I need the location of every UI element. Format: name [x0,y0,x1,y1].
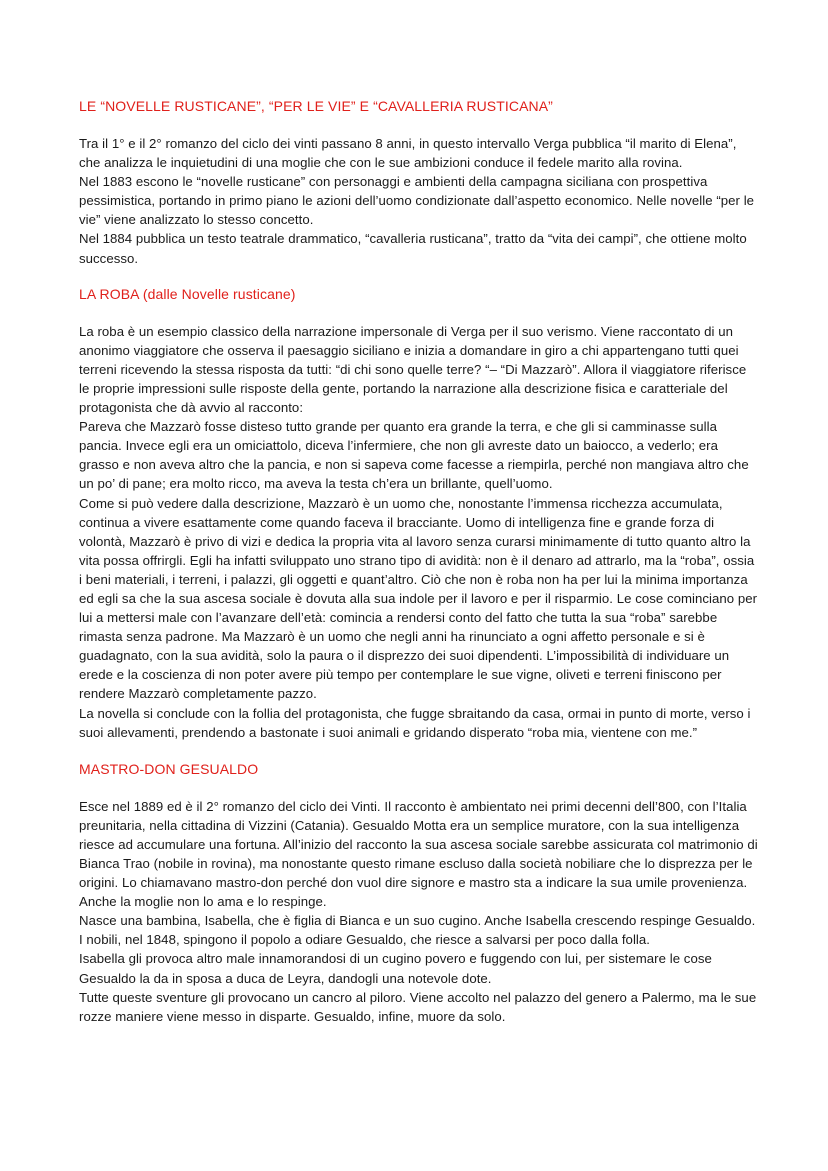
paragraph: Come si può vedere dalla descrizione, Mazzarò è un uomo che, nonostante l’immensa ricchezza accumulata, continua a vivere esattamente come quando faceva il bracciante. Uomo di intelligenza fine e grande forza di volontà, Mazzarò è privo di vizi e dedica la propria vita al lavoro senza curarsi minimamente di tutto quanto altro la vita possa offrirgli. Egli ha infatti sviluppato uno strano tipo di avidità: non è il denaro ad attrarlo, ma la “roba”, ossia i beni materiali, i terreni, i palazzi, gli oggetti e quant’altro. Ciò che non è roba non ha per lui la minima importanza ed egli sa che la sua ascesa sociale è dovuta alla sua indole per il lavoro e per il risparmio. Le cose cominciano per lui a mettersi male con l’avanzare dell’età: comincia a rendersi conto del fatto che tutta la sua “roba” sarebbe rimasta senza padrone. Ma Mazzarò è un uomo che negli anni ha rinunciato a ogni affetto personale e si è guadagnato, con la sua avidità, solo la paura o il disprezzo dei suoi dipendenti. L’impossibilità di individuare un erede e la coscienza di non poter avere più tempo per contemplare le sue vigne, oliveti e terreni finiscono per rendere Mazzarò completamente pazzo. [79,495,758,702]
section-la-roba [79,284,759,742]
document-page [79,96,759,1026]
paragraph: Tutte queste sventure gli provocano un cancro al piloro. Viene accolto nel palazzo del genero a Palermo, ma le sue rozze maniere viene messo in disparte. Gesualdo, infine, muore da solo. [79,989,757,1024]
paragraph: Nel 1883 escono le “novelle rusticane” con personaggi e ambienti della campagna siciliana con prospettiva pessimistica, portando in primo piano le azioni dell’uomo condizionate dall’aspetto economico. Nelle novelle “per le vie” viene analizzato lo stesso concetto. [79,174,755,228]
section-body [79,134,759,268]
section-heading: MASTRO-DON GESUALDO [79,760,259,777]
section-heading: LE “NOVELLE RUSTICANE”, “PER LE VIE” E “CAVALLERIA RUSTICANA” [79,98,553,114]
quote-paragraph: Pareva che Mazzarò fosse disteso tutto grande per quanto era grande la terra, e che gli si camminasse sulla pancia. Invece egli era un omiciattolo, diceva l’infermiere, che non gli avreste dato un baiocco, a vederlo; era grasso e non aveva altro che la pancia, e non si sapeva come facesse a riempirla, perché non mangiava altro che un po’ di pane; era molto ricco, ma aveva la testa ch’era un brillante, quell’uomo. [79,419,749,492]
section-heading: LA ROBA (dalle Novelle rusticane) [79,285,296,302]
paragraph: La roba è un esempio classico della narrazione impersonale di Verga per il suo verismo. Viene raccontato di un anonimo viaggiatore che osserva il paesaggio siciliano e inizia a domandare in giro a chi appartengano tutti quei terreni ricevendo la stessa risposta da tutti: “di chi sono quelle terre? “– “Di Mazzarò”. Allora il viaggiatore riferisce le proprie impressioni sulle risposte della gente, portando la narrazione alla descrizione fisica e caratteriale del protagonista che dà avvio al racconto: [79,323,747,416]
paragraph: La novella si conclude con la follia del protagonista, che fugge sbraitando da casa, ormai in punto di morte, verso i suoi allevamenti, prendendo a bastonate i suoi animali e gridando disperato “roba mia, vientene con me.” [79,705,751,740]
paragraph: I nobili, nel 1848, spingono il popolo a odiare Gesualdo, che riesce a salvarsi per poco dalla folla. [79,932,651,948]
paragraph: Isabella gli provoca altro male innamorandosi di un cugino povero e fuggendo con lui, per sistemare le cose Gesualdo la da in sposa a duca de Leyra, dandogli una notevole dote. [79,951,712,986]
paragraph: Nasce una bambina, Isabella, che è figlia di Bianca e un suo cugino. Anche Isabella crescendo respinge Gesualdo. [79,913,756,929]
section-body [79,797,759,1026]
paragraph: Esce nel 1889 ed è il 2° romanzo del ciclo dei Vinti. Il racconto è ambientato nei primi decenni dell’800, con l’Italia preunitaria, nella cittadina di Vizzini (Catania). Gesualdo Motta era un semplice muratore, con la sua intelligenza riesce ad accumulare una fortuna. All’inizio del racconto la sua ascesa sociale sarebbe assicurata col matrimonio di Bianca Trao (nobile in rovina), ma nonostante questo rimane escluso dalla società nobiliare che lo disprezza per le origini. Lo chiamavano mastro-don perché don vuol dire signore e mastro sta a indicare la sua umile provenienza. Anche la moglie non lo ama e lo respinge. [79,798,758,910]
paragraph: Nel 1884 pubblica un testo teatrale drammatico, “cavalleria rusticana”, tratto da “vita dei campi”, che ottiene molto successo. [79,231,747,266]
section-body [79,322,759,742]
paragraph: Tra il 1° e il 2° romanzo del ciclo dei vinti passano 8 anni, in questo intervallo Verga pubblica “il marito di Elena”, che analizza le inquietudini di una moglie che con le sue ambizioni conduce il fedele marito alla rovina. [79,136,737,171]
section-mastro-don-gesualdo [79,759,759,1026]
section-novelle-rusticane [79,96,759,268]
